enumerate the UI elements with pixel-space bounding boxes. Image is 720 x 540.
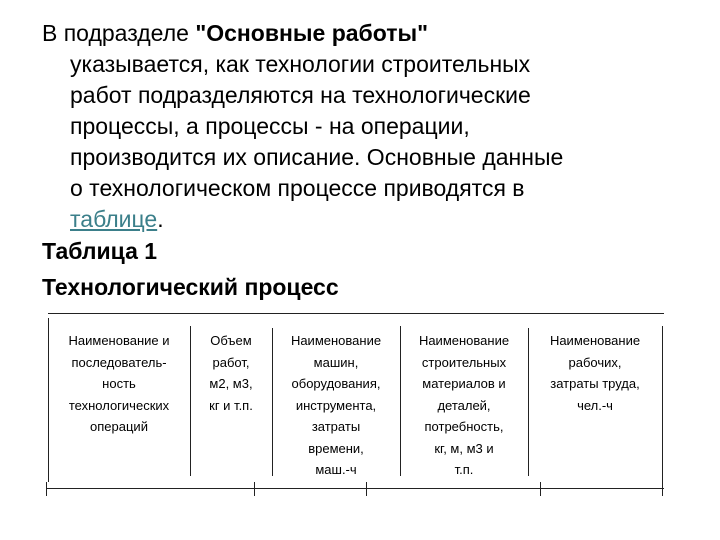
paragraph-line: процессы, а процессы - на операции,: [70, 113, 470, 139]
table-bottom-rule: [46, 488, 664, 489]
paragraph-line: производится их описание. Основные данные: [70, 144, 564, 170]
bottom-tick: [254, 482, 255, 496]
column-divider: [190, 326, 191, 476]
header-text: чел.-ч: [577, 397, 613, 413]
header-text: Объем: [210, 333, 252, 348]
header-text: т.п.: [454, 462, 474, 477]
header-text: технологических: [68, 397, 170, 413]
header-text: потребность,: [424, 419, 504, 434]
table-column-machines: [275, 330, 397, 481]
header-text: Наименование: [418, 333, 510, 348]
paragraph-line: работ подразделяются на технологические: [70, 82, 531, 108]
header-text: оборудования,: [291, 376, 381, 391]
header-text: затраты труда,: [550, 376, 640, 391]
table-column-operations: [52, 330, 186, 438]
header-text: времени,: [308, 440, 364, 456]
intro-paragraph: [42, 18, 702, 235]
bottom-tick: [662, 482, 663, 496]
bottom-tick: [366, 482, 367, 496]
column-divider: [528, 328, 529, 476]
header-text: работ,: [212, 354, 250, 370]
column-divider: [272, 328, 273, 476]
header-text: ность: [102, 376, 136, 391]
header-text: машин,: [313, 354, 359, 370]
paragraph-line: [42, 18, 702, 49]
header-text: затраты: [311, 419, 361, 434]
header-text: инструмента,: [295, 397, 377, 413]
paragraph-line: указывается, как технологии строительных: [70, 51, 531, 77]
header-text: кг, м, м3 и: [434, 440, 494, 456]
header-text: Наименование: [290, 333, 382, 348]
table-right-border: [662, 326, 663, 482]
header-text: последователь-: [71, 354, 167, 370]
header-text: деталей,: [437, 397, 491, 413]
table-left-border: [48, 318, 49, 482]
header-text: м2, м3,: [209, 376, 253, 391]
paragraph-line: о технологическом процессе приводятся в: [70, 175, 525, 201]
header-text: строительных: [421, 354, 507, 370]
table-caption: Таблица 1: [42, 238, 158, 264]
table-top-rule: [48, 313, 664, 314]
table-column-volume: [193, 330, 269, 416]
column-divider: [400, 326, 401, 476]
link-suffix: .: [157, 206, 164, 232]
header-text: маш.-ч: [315, 462, 357, 477]
table-link[interactable]: таблице: [70, 206, 158, 232]
table-column-materials: [403, 330, 525, 481]
table-column-workers: [531, 330, 659, 416]
header-text: рабочих,: [568, 354, 622, 370]
bottom-tick: [46, 482, 47, 496]
header-text: Наименование: [549, 333, 641, 348]
paragraph-line: [42, 204, 702, 235]
header-text: Наименование и: [68, 333, 170, 348]
header-text: кг и т.п.: [209, 397, 253, 413]
header-text: материалов и: [422, 376, 506, 391]
paragraph-prefix: В подразделе: [42, 20, 196, 46]
section-name: "Основные работы": [195, 20, 429, 46]
header-text: операций: [90, 419, 148, 434]
bottom-tick: [540, 482, 541, 496]
table-title: Технологический процесс: [42, 274, 339, 300]
